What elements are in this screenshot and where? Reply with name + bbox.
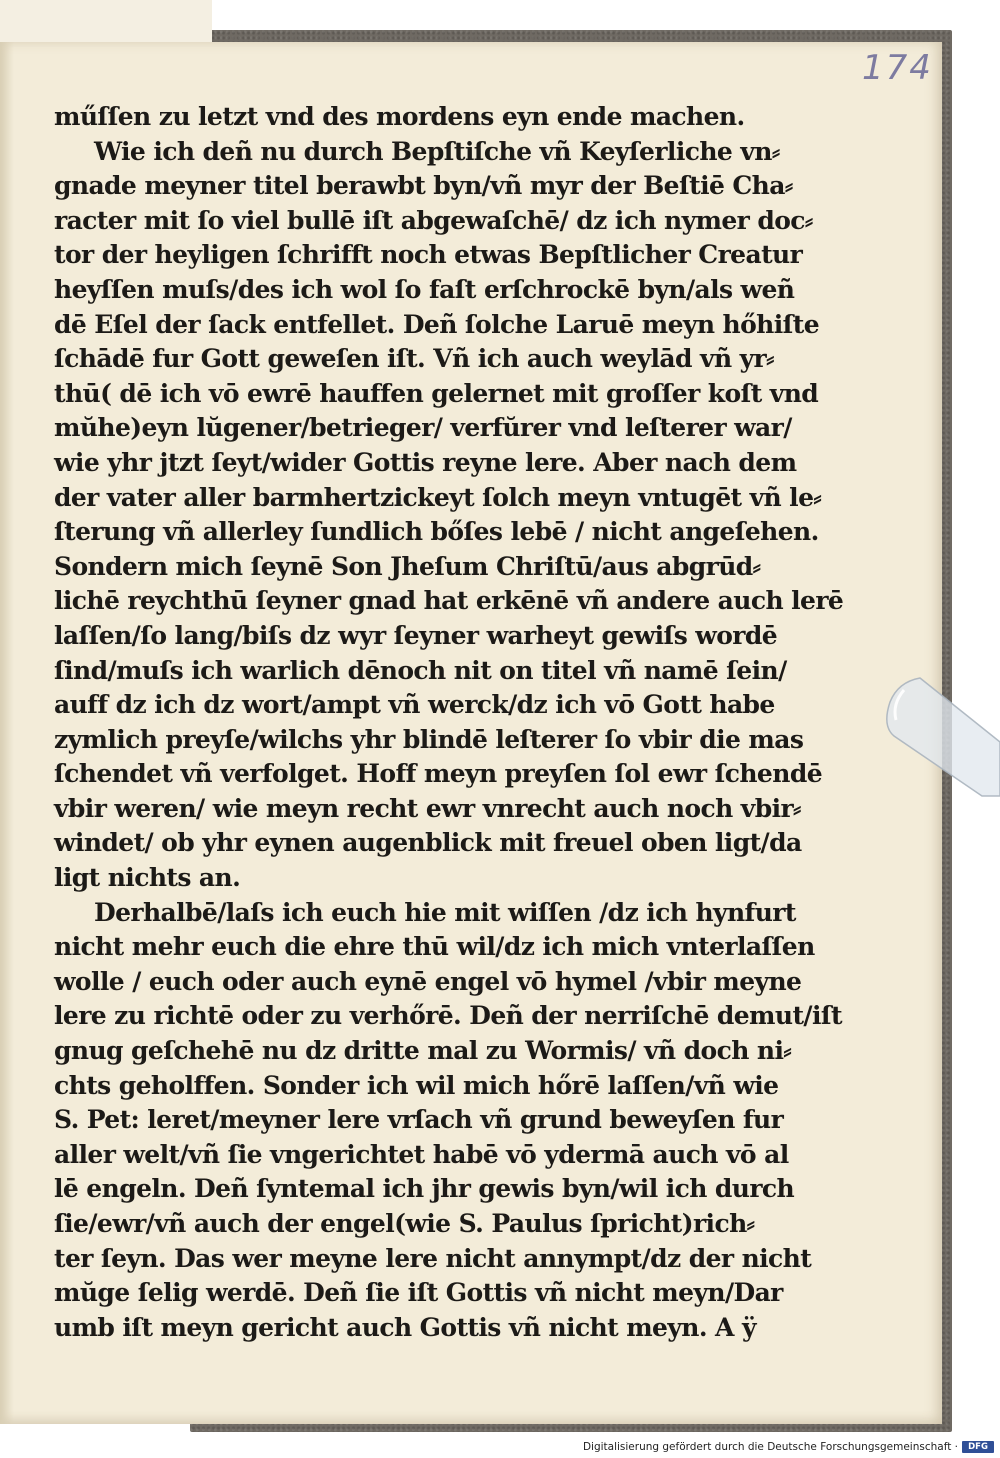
text-line: lē engeln. Deñ ſyntemal ich jhr gewis byn/wil ich durch [54, 1174, 795, 1204]
text-line: lichē reychthū ſeyner gnad hat erkēnē vñ andere auch lerē [54, 586, 844, 616]
text-line: ſterung vñ allerley ſundlich bőſes lebē / nicht angeſehen. [54, 517, 819, 547]
text-line: ſchādē fur Gott geweſen iſt. Vñ ich auch weylād vñ yr⸗ [54, 344, 774, 374]
text-line: lere zu richtē oder zu verhőrē. Deñ der nerriſchē demut/iſt [54, 1001, 842, 1031]
dfg-logo: DFG [962, 1441, 994, 1453]
text-line: nicht mehr euch die ehre thū wil/dz ich mich vnterlaſſen [54, 932, 815, 962]
text-line: ſind/muſs ich warlich dēnoch nit on titel vñ namē ſein/ [54, 655, 787, 685]
text-line: laſſen/ſo lang/biſs dz wyr ſeyner warheyt gewiſs wordē [54, 620, 778, 650]
text-line: heyſſen muſs/des ich wol ſo faſt erſchrockē byn/als weñ [54, 274, 795, 304]
folio-number: 174 [862, 48, 933, 88]
text-line: wolle / euch oder auch eynē engel vō hymel /vbir meyne [54, 966, 802, 996]
text-line: auff dz ich dz wort/ampt vñ werck/dz ich vō Gott habe [54, 690, 775, 720]
text-line: ligt nichts an. [54, 863, 241, 893]
text-line: thū( dē ich vō ewrē hauffen gelernet mit groſſer koſt vnd [54, 378, 819, 408]
text-line: S. Pet: leret/meyner lere vrſach vñ grund beweyſen fur [54, 1105, 784, 1135]
text-line: Wie ich deñ nu durch Bepſtiſche vñ Keyſerliche vn⸗ [94, 136, 780, 166]
text-line: zymlich preyſe/wilchs yhr blindē leſterer ſo vbir die mas [54, 724, 804, 754]
text-line: ter ſeyn. Das wer meyne lere nicht annympt/dz der nicht [54, 1243, 812, 1273]
text-line: gnug geſchehē nu dz dritte mal zu Wormis/ vñ doch ni⸗ [54, 1036, 792, 1066]
text-line: műſſen zu letzt vnd des mordens eyn ende machen. [54, 102, 745, 131]
text-line: Derhalbē/laſs ich euch hie mit wiſſen /dz ich hynfurt [94, 897, 796, 927]
text-line: gnade meyner titel berawbt byn/vñ myr der Beſtiē Cha⸗ [54, 171, 793, 201]
footer-credit: Digitalisierung gefördert durch die Deutsche Forschungsgemeinschaft · [582, 1441, 958, 1453]
text-line: tor der heyligen ſchrifft noch etwas Bepſtlicher Creatur [54, 240, 803, 270]
text-line: umb iſt meyn gericht auch Gottis vñ nicht meyn. A ÿ [54, 1312, 756, 1342]
text-line: vbir weren/ wie meyn recht ewr vnrecht auch noch vbir⸗ [54, 793, 801, 823]
left-flap-paper [0, 0, 212, 46]
text-line: mŭge ſelig werdē. Deñ ſie iſt Gottis vñ nicht meyn/Dar [54, 1278, 783, 1308]
text-line: chts geholffen. Sonder ich wil mich hőrē laſſen/vñ wie [54, 1070, 779, 1100]
text-line: windet/ ob yhr eynen augenblick mit freuel oben ligt/da [54, 828, 802, 858]
text-line: racter mit ſo viel bullē iſt abgewaſchē/ dz ich nymer doc⸗ [54, 205, 813, 235]
text-line: aller welt/vñ ſie vngerichtet habē vō ydermā auch vō al [54, 1139, 789, 1169]
text-line: mŭhe)eyn lŭgener/betrieger/ verfŭrer vnd leſterer war/ [54, 413, 792, 443]
text-line: Sondern mich ſeynē Son Jheſum Chriſtū/aus abgrūd⸗ [54, 551, 761, 581]
page-gutter [0, 42, 14, 1424]
text-line: der vater aller barmhertzickeyt ſolch meyn vntugēt vñ le⸗ [54, 482, 822, 512]
text-line: ſchendet vñ verfolget. Hoff meyn preyſen ſol ewr ſchendē [54, 759, 822, 789]
page-text-block [54, 100, 844, 1345]
text-line: wie yhr jtzt ſeyt/wider Gottis reyne lere. Aber nach dem [54, 447, 797, 477]
text-line: ſie/ewr/vñ auch der engel(wie S. Paulus ſpricht)rich⸗ [54, 1209, 755, 1238]
text-line: dē Eſel der ſack entfellet. Deñ ſolche Laruē meyn hőhiſte [54, 309, 820, 339]
